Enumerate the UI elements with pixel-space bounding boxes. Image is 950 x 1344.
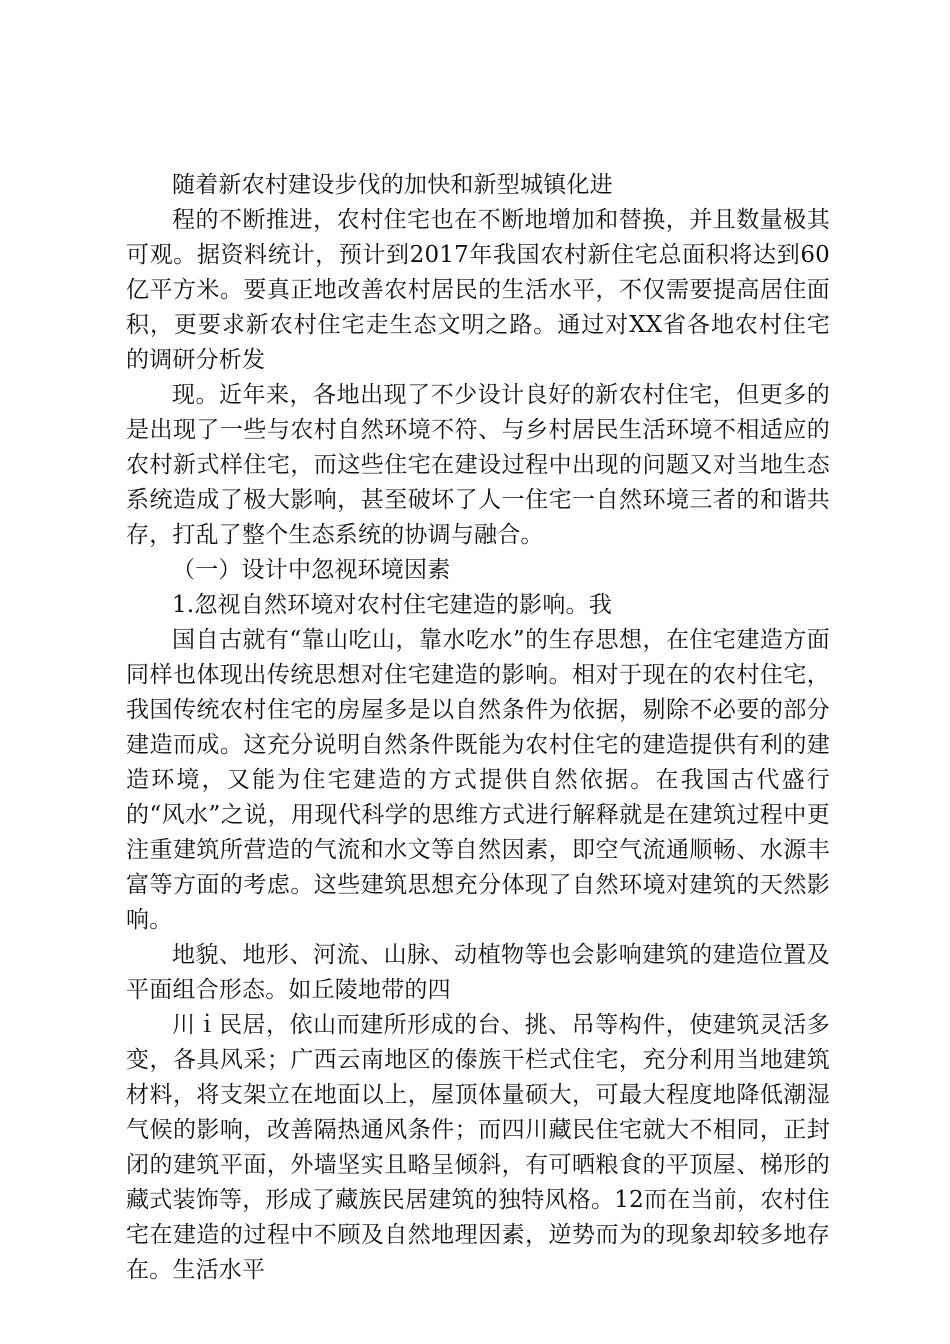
paragraph-5: 1.忽视自然环境对农村住宅建造的影响。我 <box>172 592 612 618</box>
section-heading: （一）设计中忽视环境因素 <box>172 557 451 583</box>
document-body <box>126 168 830 1288</box>
paragraph-8: 川ｉ民居，依山而建所形成的台、挑、吊等构件，使建筑灵活多变，各具风采；广西云南地区的傣族干栏式住宅，充分利用当地建筑材料，将支架立在地面以上，屋顶体量硕大，可最大程度地降低潮湿气候的影响，改善隔热通风条件；而四川藏民住宅就大不相同，正封闭的建筑平面，外墙坚实且略呈倾斜，有可晒粮食的平顶屋、梯形的藏式装饰等，形成了藏族民居建筑的独特风格。12而在当前，农村住宅在建造的过程中不顾及自然地理因素，逆势而为的现象却较多地存在。生活水平 <box>126 1012 830 1283</box>
paragraph-2: 程的不断推进，农村住宅也在不断地增加和替换，并且数量极其可观。据资料统计，预计到2017年我国农村新住宅总面积将达到60亿平方米。要真正地改善农村居民的生活水平，不仅需要提高居住面积，更要求新农村住宅走生态文明之路。通过对XX省各地农村住宅的调研分析发 <box>126 207 830 373</box>
paragraph-1: 随着新农村建设步伐的加快和新型城镇化进 <box>172 172 613 198</box>
paragraph-6: 国自古就有“靠山吃山，靠水吃水”的生存思想，在住宅建造方面同样也体现出传统思想对住宅建造的影响。相对于现在的农村住宅，我国传统农村住宅的房屋多是以自然条件为依据，剔除不必要的部分建造而成。这充分说明自然条件既能为农村住宅的建造提供有利的建造环境，又能为住宅建造的方式提供自然依据。在我国古代盛行的“风水”之说，用现代科学的思维方式进行解释就是在建筑过程中更注重建筑所营造的气流和水文等自然因素，即空气流通顺畅、水源丰富等方面的考虑。这些建筑思想充分体现了自然环境对建筑的天然影响。 <box>126 627 830 933</box>
paragraph-3: 现。近年来，各地出现了不少设计良好的新农村住宅，但更多的是出现了一些与农村自然环境不符、与乡村居民生活环境不相适应的农村新式样住宅，而这些住宅在建设过程中出现的问题又对当地生态系统造成了极大影响，甚至破坏了人一住宅一自然环境三者的和谐共存，打乱了整个生态系统的协调与融合。 <box>126 382 830 548</box>
paragraph-7: 地貌、地形、河流、山脉、动植物等也会影响建筑的建造位置及平面组合形态。如丘陵地带的四 <box>126 942 830 1003</box>
